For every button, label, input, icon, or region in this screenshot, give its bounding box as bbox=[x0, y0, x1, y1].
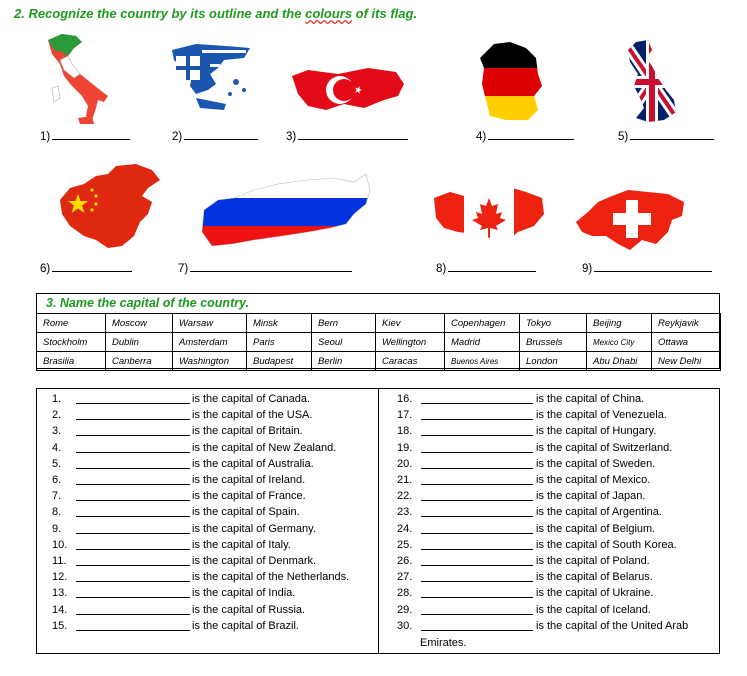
sentence-number: 9. bbox=[52, 522, 62, 535]
answer-blank[interactable] bbox=[421, 581, 533, 582]
sentence-number: 17. bbox=[397, 409, 413, 422]
sentence-text: is the capital of Denmark. bbox=[192, 555, 317, 567]
sentence-row bbox=[397, 423, 727, 439]
sentence-row bbox=[52, 553, 382, 569]
sentence-number: 3. bbox=[52, 425, 62, 438]
sentence-text: is the capital of Switzerland. bbox=[536, 441, 673, 454]
sentence-text: is the capital of the USA. bbox=[192, 409, 313, 422]
sentence-number: 1. bbox=[52, 393, 62, 405]
sentence-number: 25. bbox=[397, 538, 413, 551]
answer-blank-9[interactable] bbox=[594, 262, 712, 272]
capital-cell: Minsk bbox=[247, 314, 312, 333]
sentence-text: is the capital of Britain. bbox=[192, 425, 303, 438]
sentence-text: is the capital of China. bbox=[536, 393, 645, 405]
capitals-row bbox=[37, 333, 721, 352]
capital-cell: Seoul bbox=[312, 333, 376, 352]
sentence-number: 30. bbox=[397, 619, 413, 632]
capital-cell: Copenhagen bbox=[445, 314, 520, 333]
germany-flag-map bbox=[476, 40, 548, 124]
answer-label-3: 3) bbox=[286, 130, 408, 143]
sentence-text: is the capital of Russia. bbox=[192, 603, 306, 616]
sentence-number: 2. bbox=[52, 409, 62, 422]
answer-label-9: 9) bbox=[582, 262, 712, 275]
sentence-row bbox=[397, 553, 727, 569]
capital-cell: Budapest bbox=[247, 352, 312, 371]
sentence-number: 16. bbox=[397, 393, 413, 405]
sentence-text: is the capital of Mexico. bbox=[536, 474, 651, 486]
sentence-text: is the capital of Ireland. bbox=[192, 474, 306, 486]
answer-blank[interactable] bbox=[76, 468, 190, 469]
answer-blank-5[interactable] bbox=[630, 130, 714, 140]
sentence-number: 6. bbox=[52, 474, 62, 486]
sentence-row bbox=[52, 618, 382, 634]
section-3-title: 3. Name the capital of the country. bbox=[46, 296, 250, 310]
sentence-text: is the capital of Italy. bbox=[192, 538, 291, 551]
sentence-number: 24. bbox=[397, 522, 413, 535]
answer-label-2: 2) bbox=[172, 130, 258, 143]
answer-blank[interactable] bbox=[421, 614, 533, 615]
uk-flag-map bbox=[622, 38, 682, 126]
answer-blank[interactable] bbox=[76, 452, 190, 453]
sentence-text: is the capital of the Netherlands. bbox=[192, 571, 350, 584]
capital-cell: Ottawa bbox=[652, 333, 721, 352]
answer-blank[interactable] bbox=[76, 565, 190, 566]
sentence-text: is the capital of South Korea. bbox=[536, 538, 677, 551]
answer-blank[interactable] bbox=[421, 452, 533, 453]
sentence-number: 14. bbox=[52, 603, 68, 616]
answer-blank[interactable] bbox=[76, 533, 190, 534]
answer-blank-8[interactable] bbox=[448, 262, 536, 272]
sentence-row bbox=[397, 602, 727, 618]
capital-cell: Buenos Aires bbox=[445, 352, 520, 371]
capitals-table bbox=[36, 313, 721, 371]
sentence-number: 15. bbox=[52, 619, 68, 632]
sentence-row bbox=[52, 472, 382, 488]
answer-label-1: 1) bbox=[40, 130, 130, 143]
capital-cell: Kiev bbox=[376, 314, 445, 333]
answer-blank-2[interactable] bbox=[184, 130, 258, 140]
sentence-text: is the capital of France. bbox=[192, 490, 306, 503]
answer-blank[interactable] bbox=[76, 403, 190, 404]
sentence-number: 10. bbox=[52, 538, 68, 551]
answer-blank[interactable] bbox=[76, 630, 190, 631]
sentence-text: is the capital of Sweden. bbox=[536, 457, 656, 470]
sentence-text: is the capital of Australia. bbox=[192, 457, 314, 470]
capital-cell: Amsterdam bbox=[173, 333, 247, 352]
capital-cell: Canberra bbox=[106, 352, 173, 371]
capital-cell: Reykjavik bbox=[652, 314, 721, 333]
sentence-number: 21. bbox=[397, 474, 413, 486]
answer-blank[interactable] bbox=[76, 435, 190, 436]
sentence-row bbox=[52, 537, 382, 553]
sentence-row bbox=[397, 618, 727, 634]
answer-blank[interactable] bbox=[421, 435, 533, 436]
sentence-row bbox=[52, 456, 382, 472]
capital-cell: Bern bbox=[312, 314, 376, 333]
answer-blank[interactable] bbox=[421, 549, 533, 550]
sentence-text: is the capital of Spain. bbox=[192, 506, 300, 519]
sentence-row bbox=[397, 569, 727, 585]
sentence-number: 13. bbox=[52, 587, 68, 600]
sentence-number: 29. bbox=[397, 603, 413, 616]
capital-cell: Berlin bbox=[312, 352, 376, 371]
sentence-row bbox=[397, 504, 727, 520]
sentence-number: 20. bbox=[397, 457, 413, 470]
canada-flag-map bbox=[430, 184, 548, 248]
sentence-row bbox=[52, 391, 382, 407]
answer-label-7: 7) bbox=[178, 262, 352, 275]
answer-blank-6[interactable] bbox=[52, 262, 132, 272]
capital-cell: New Delhi bbox=[652, 352, 721, 371]
sentence-text: is the capital of Belgium. bbox=[536, 522, 656, 535]
sentence-row bbox=[52, 504, 382, 520]
answer-blank[interactable] bbox=[421, 484, 533, 485]
answer-blank-1[interactable] bbox=[52, 130, 130, 140]
answer-blank[interactable] bbox=[76, 597, 190, 598]
capital-cell: London bbox=[520, 352, 587, 371]
sentence-text: is the capital of Japan. bbox=[536, 490, 646, 503]
capital-cell: Washington bbox=[173, 352, 247, 371]
sentence-row bbox=[397, 585, 727, 601]
capital-cell: Caracas bbox=[376, 352, 445, 371]
sentence-text: is the capital of New Zealand. bbox=[192, 441, 337, 454]
sentence-number: 7. bbox=[52, 490, 62, 503]
sentence-number: 5. bbox=[52, 457, 62, 470]
sentence-text: is the capital of Hungary. bbox=[536, 425, 657, 438]
sentence-number: 8. bbox=[52, 506, 62, 519]
answer-blank-4[interactable] bbox=[488, 130, 574, 140]
sentence-number: 18. bbox=[397, 425, 413, 438]
sentence-number: 4. bbox=[52, 441, 62, 454]
answer-blank[interactable] bbox=[76, 516, 190, 517]
answer-blank[interactable] bbox=[421, 565, 533, 566]
sentence-text: is the capital of India. bbox=[192, 587, 296, 600]
answer-label-4: 4) bbox=[476, 130, 574, 143]
answer-blank[interactable] bbox=[421, 500, 533, 501]
answer-blank[interactable] bbox=[76, 500, 190, 501]
answer-blank[interactable] bbox=[76, 581, 190, 582]
sentence-row bbox=[397, 407, 727, 423]
sentence-row bbox=[397, 391, 727, 407]
capital-cell: Paris bbox=[247, 333, 312, 352]
sentence-text: is the capital of the United Arab bbox=[536, 619, 689, 632]
sentence-text: is the capital of Canada. bbox=[192, 393, 311, 405]
sentence-number: 19. bbox=[397, 441, 413, 454]
answer-blank[interactable] bbox=[421, 419, 533, 420]
sentence-row bbox=[52, 585, 382, 601]
sentence-number: 28. bbox=[397, 587, 413, 600]
sentence-text: is the capital of Germany. bbox=[192, 522, 316, 535]
sentence-text: is the capital of Belarus. bbox=[536, 571, 653, 584]
capital-cell: Wellington bbox=[376, 333, 445, 352]
switzerland-flag-map bbox=[572, 184, 690, 256]
italy-flag-map bbox=[42, 30, 118, 128]
capital-cell: Moscow bbox=[106, 314, 173, 333]
capital-cell: Dublin bbox=[106, 333, 173, 352]
china-flag-map bbox=[56, 162, 168, 252]
capital-cell: Mexico City bbox=[587, 333, 652, 352]
sentence-row bbox=[397, 456, 727, 472]
sentence-row bbox=[397, 472, 727, 488]
answer-label-6: 6) bbox=[40, 262, 132, 275]
section-2-title: 2. Recognize the country by its outline and the colours of its flag. bbox=[14, 6, 418, 21]
capital-cell: Beijing bbox=[587, 314, 652, 333]
capital-cell: Abu Dhabi bbox=[587, 352, 652, 371]
sentence-text: is the capital of Poland. bbox=[536, 555, 650, 567]
capital-cell: Warsaw bbox=[173, 314, 247, 333]
sentence-row bbox=[52, 602, 382, 618]
sentence-row bbox=[52, 407, 382, 423]
answer-blank[interactable] bbox=[76, 484, 190, 485]
sentence-text: is the capital of Ukraine. bbox=[536, 587, 654, 600]
answer-blank[interactable] bbox=[421, 403, 533, 404]
answer-blank-3[interactable] bbox=[298, 130, 408, 140]
sentence-text: is the capital of Iceland. bbox=[536, 603, 651, 616]
sentence-row bbox=[397, 440, 727, 456]
answer-blank[interactable] bbox=[421, 468, 533, 469]
sentence-row bbox=[397, 521, 727, 537]
capital-cell: Stockholm bbox=[37, 333, 106, 352]
answer-blank[interactable] bbox=[76, 419, 190, 420]
capital-cell: Brasilia bbox=[37, 352, 106, 371]
sentence-number: 23. bbox=[397, 506, 413, 519]
answer-blank[interactable] bbox=[421, 533, 533, 534]
answer-label-8: 8) bbox=[436, 262, 536, 275]
capitals-row bbox=[37, 352, 721, 371]
capital-cell: Brussels bbox=[520, 333, 587, 352]
capitals-row bbox=[37, 314, 721, 333]
sentence-number: 11. bbox=[52, 555, 67, 567]
answer-blank[interactable] bbox=[421, 516, 533, 517]
answer-blank[interactable] bbox=[421, 630, 533, 631]
sentence-row bbox=[52, 569, 382, 585]
sentence-30-continuation: Emirates. bbox=[420, 637, 467, 649]
sentence-text: is the capital of Argentina. bbox=[536, 506, 662, 519]
answer-blank[interactable] bbox=[76, 549, 190, 550]
capital-cell: Rome bbox=[37, 314, 106, 333]
sentence-row bbox=[397, 488, 727, 504]
sentence-number: 27. bbox=[397, 571, 413, 584]
sentence-text: is the capital of Venezuela. bbox=[536, 409, 667, 422]
sentence-row bbox=[52, 423, 382, 439]
russia-flag-map bbox=[198, 170, 374, 254]
answer-label-5: 5) bbox=[618, 130, 714, 143]
answer-blank[interactable] bbox=[76, 614, 190, 615]
greece-flag-map bbox=[166, 38, 262, 116]
sentence-row bbox=[397, 537, 727, 553]
sentence-number: 22. bbox=[397, 490, 413, 503]
sentence-row bbox=[52, 440, 382, 456]
capital-cell: Madrid bbox=[445, 333, 520, 352]
capital-cell: Tokyo bbox=[520, 314, 587, 333]
sentence-number: 26. bbox=[397, 555, 413, 567]
sentence-row bbox=[52, 521, 382, 537]
turkey-flag-map bbox=[288, 64, 408, 120]
sentence-text: is the capital of Brazil. bbox=[192, 619, 299, 632]
answer-blank-7[interactable] bbox=[190, 262, 352, 272]
sentence-row bbox=[52, 488, 382, 504]
sentence-number: 12. bbox=[52, 571, 68, 584]
answer-blank[interactable] bbox=[421, 597, 533, 598]
